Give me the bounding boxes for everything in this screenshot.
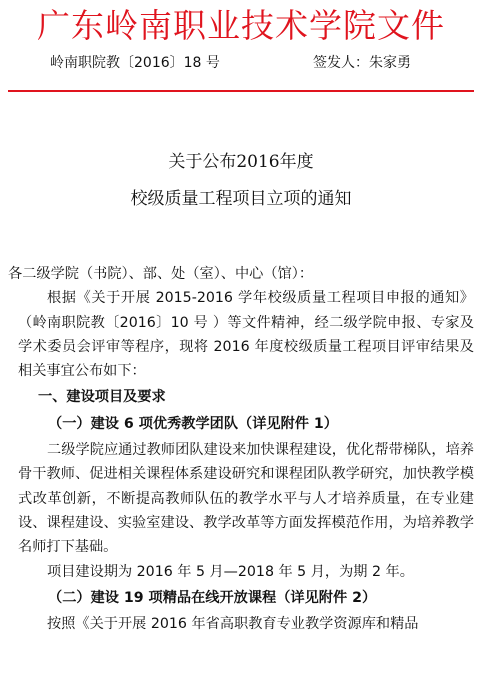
sub1-heading: （一）建设 6 项优秀教学团队（详见附件 1） <box>48 415 338 432</box>
notice-title-line2: 校级质量工程项目立项的通知 <box>130 189 352 209</box>
document-number: 岭南职院教〔2016〕18 号 <box>50 55 220 71</box>
sub1-paragraph2: 项目建设期为 2016 年 5 月—2018 年 5 月，为期 2 年。 <box>47 563 414 580</box>
document-signer: 签发人：朱家勇 <box>313 55 411 71</box>
notice-body <box>0 262 482 636</box>
sub2-paragraph1: 按照《关于开展 2016 年省高职教育专业教学资源库和精品 <box>47 616 419 633</box>
document-header-title: 广东岭南职业技术学院文件 <box>37 6 445 45</box>
notice-title-line1: 关于公布2016年度 <box>168 152 314 172</box>
document-meta <box>0 52 482 74</box>
sub1-paragraph1: 二级学院应通过教师团队建设来加快课程建设，优化帮带梯队，培养骨干教师、促进相关课程体系建设研究和课程团队教学研究，加快教学模式改革创新，不断提高教师队伍的教学水平与人才培养质量，在专业建设、课程建设、实验室建设、教学改革等方面发挥模范作用，为培养教学名师打下基础。 <box>18 442 474 556</box>
sub2-heading: （二）建设 19 项精品在线开放课程（详见附件 2） <box>48 589 377 606</box>
intro-paragraph: 根据《关于开展 2015-2016 学年校级质量工程项目申报的通知》（岭南职院教〔2016〕10 号 ）等文件精神，经二级学院申报、专家及学术委员会评审等程序，现将 2016 年度校级质量工程项目评审结果及相关事宜公布如下： <box>18 290 474 380</box>
header-divider <box>8 90 474 92</box>
section1-heading: 一、建设项目及要求 <box>38 389 166 406</box>
salutation: 各二级学院（书院）、部、处（室）、中心（馆）： <box>8 266 314 282</box>
